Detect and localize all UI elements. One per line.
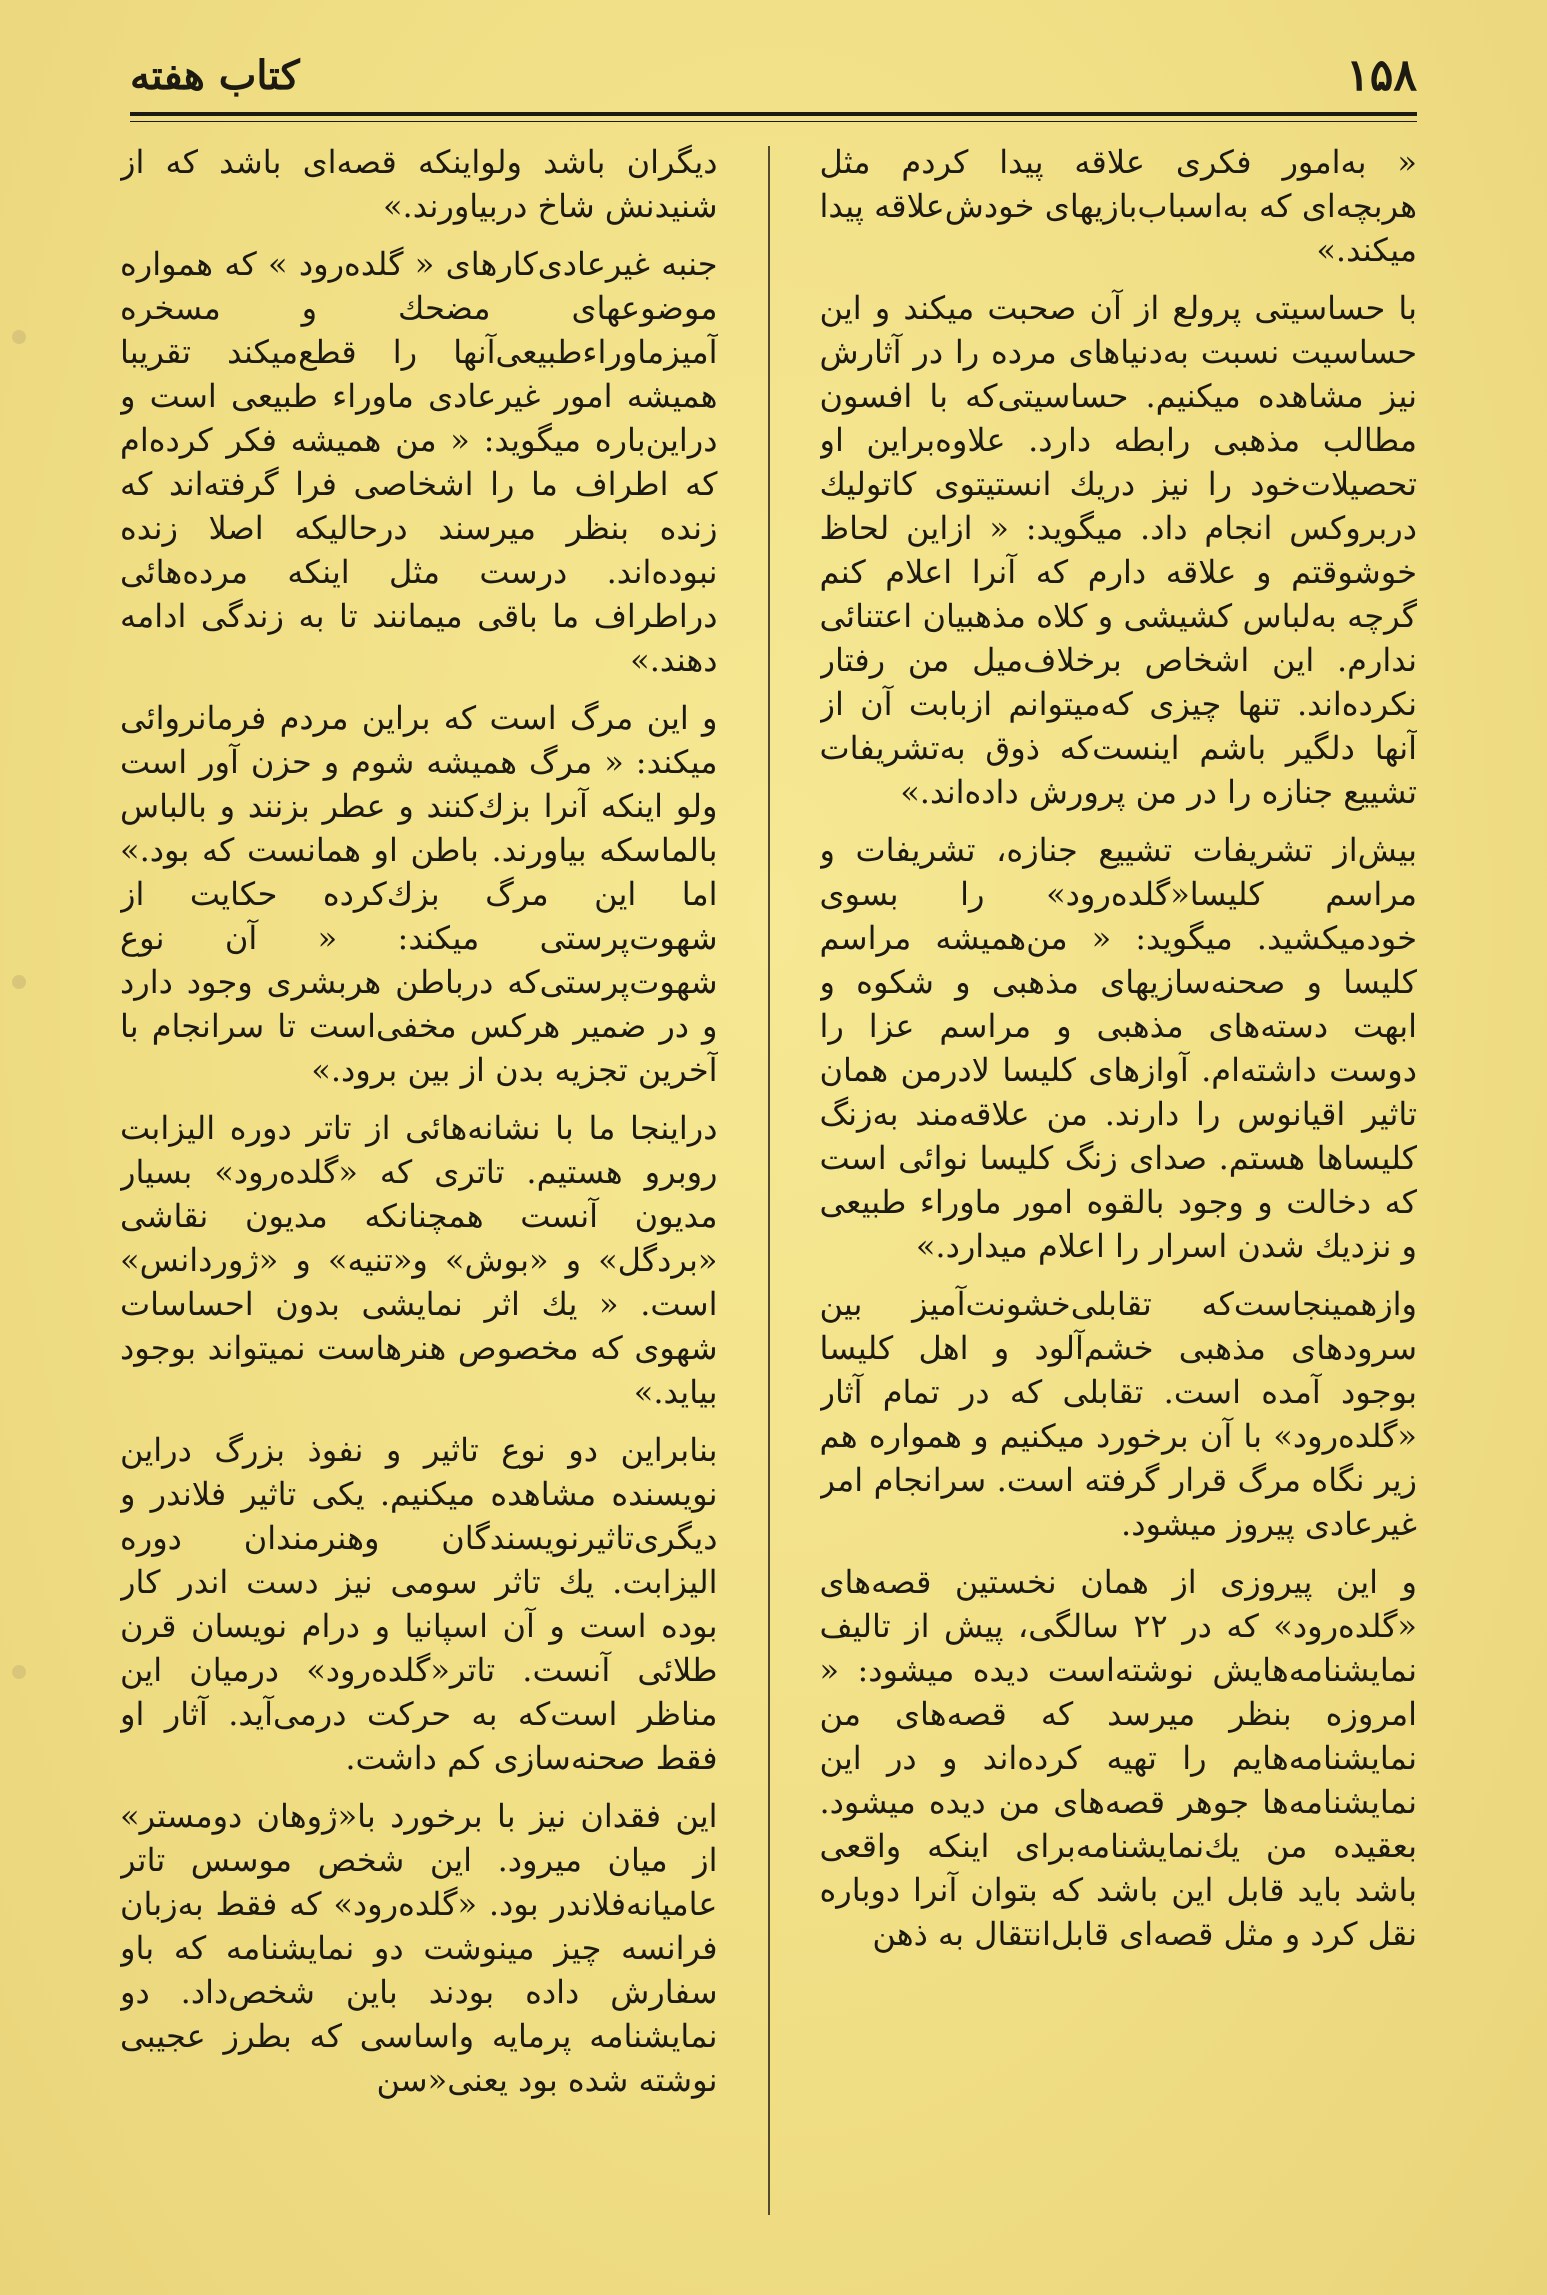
paragraph: بیش‌از تشریفات تشییع جنازه، تشریفات و مراسم کلیسا«گلده‌رود» را بسوی خودمیکشید. میگوید: « من‌همیشه مراسم کلیسا و صحنه‌سازیهای مذهبی و شکوه و ابهت دسته‌های مذهبی و مراسم عزا را دوست داشته‌ام. آوازهای کلیسا لادرمن همان تاثیر اقیانوس را دارند. من علاقه‌مند به‌زنگ کلیساها هستم. صدای زنگ کلیسا نوائی است که دخالت و وجود بالقوه امور ماوراء طبیعی و نزدیك شدن اسرار را اعلام میدارد.» [819,831,1417,1265]
paragraph: وازهمینجاست‌که تقابلی‌خشونت‌آمیز بین سرودهای مذهبی خشم‌آلود و اهل کلیسا بوجود آمده است. تقابلی که در تمام آثار «گلده‌رود» با آن برخورد میکنیم و همواره هم زیر نگاه مرگ قرار گرفته است. سرانجام امر غیرعادی پیروز میشود. [819,1285,1417,1543]
header-rule [130,112,1417,122]
paragraph: « به‌امور فکری علاقه پیدا کردم مثل هربچه‌ای که به‌اسباب‌بازیهای خودش‌علاقه پیدا میکند.» [819,143,1417,269]
column-divider [768,146,770,2215]
paragraph: دراینجا ما با نشانه‌هائی از تاتر دوره الیزابت روبرو هستیم. تاتری که «گلده‌رود» بسیار مدیون آنست همچنانکه مدیون نقاشی «بردگل» و «بوش» و«تنیه» و «ژوردانس» است. « یك اثر نمایشی بدون احساسات شهوی که مخصوص هنرهاست نمیتواند بوجود بیاید.» [120,1109,718,1411]
punch-hole [12,330,26,344]
punch-hole [12,975,26,989]
page-header [130,40,1417,110]
text-columns [120,140,1417,2235]
paragraph: و این پیروزی از همان نخستین قصه‌های «گلده‌رود» که در ۲۲ سالگی، پیش از تالیف نمایشنامه‌هایش نوشته‌است دیده میشود: « امروزه بنظر میرسد که قصه‌های من نمایشنامه‌هایم را تهیه کرده‌اند و در این نمایشنامه‌ها جوهر قصه‌های من دیده میشود. بعقیده من یك‌نمایشنامه‌برای اینکه واقعی باشد باید قابل این باشد که بتوان آنرا دوباره نقل کرد و مثل قصه‌ای قابل‌انتقال به ذهن [819,1563,1417,1953]
right-column [820,140,1418,2235]
paragraph: جنبه غیرعادی‌کارهای « گلده‌رود » که همواره موضوعهای مضحك و مسخره آمیزماوراءطبیعی‌آنها را قطع‌میکند تقریبا همیشه امور غیرعادی ماوراء طبیعی است و دراین‌باره میگوید: « من همیشه فکر کرده‌ام که اطراف ما را اشخاصی فرا گرفته‌اند که زنده بنظر میرسند درحالیکه اصلا زنده نبوده‌اند. درست مثل اینکه مرده‌هائی دراطراف ما باقی میمانند تا به زندگی ادامه دهند.» [120,245,718,679]
paragraph: دیگران باشد ولواینکه قصه‌ای باشد که از شنیدنش شاخ دربیاورند.» [120,143,718,225]
paragraph: و این مرگ است که براین مردم فرمانروائی میکند: « مرگ همیشه شوم و حزن آور است ولو اینکه آنرا بزك‌کنند و عطر بزنند و بالباس بالماسکه بیاورند. باطن او همانست که بود.» اما این مرگ بزك‌کرده حکایت از شهوت‌پرستی میکند: « آن نوع شهوت‌پرستی‌که درباطن هربشری وجود دارد و در ضمیر هرکس مخفی‌است تا سرانجام با آخرین تجزیه بدن از بین برود.» [120,699,718,1089]
punch-hole [12,1665,26,1679]
running-title: کتاب هفته [130,51,300,99]
page-number: ۱۵۸ [1346,49,1417,101]
left-column [120,140,718,2235]
paragraph: این فقدان نیز با برخورد با«ژوهان دومستر» از میان میرود. این شخص موسس تاتر عامیانه‌فلاندر بود. «گلده‌رود» که فقط به‌زبان فرانسه چیز مینوشت دو نمایشنامه که باو سفارش داده بودند باین شخص‌داد. دو نمایشنامه پرمایه واساسی که بطرز عجیبی نوشته شده بود یعنی«سن [120,1797,718,2099]
paragraph: بنابراین دو نوع تاثیر و نفوذ بزرگ دراین نویسنده مشاهده میکنیم. یکی تاثیر فلاندر و دیگری‌تاثیرنویسندگان وهنرمندان دوره الیزابت. یك تاثر سومی نیز دست اندر کار بوده است و آن اسپانیا و درام نویسان قرن طلائی آنست. تاتر«گلده‌رود» درمیان این مناظر است‌که به حرکت درمی‌آید. آثار او فقط صحنه‌سازی کم داشت. [120,1431,718,1777]
paragraph: با حساسیتی پرولع از آن صحبت میکند و این حساسیت نسبت به‌دنیاهای مرده را در آثارش نیز مشاهده میکنیم. حساسیتی‌که با افسون مطالب مذهبی رابطه دارد. علاوه‌براین او تحصیلات‌خود را نیز دریك انستیتوی کاتولیك دربروکس انجام داد. میگوید: « ازاین لحاظ خوشوقتم و علاقه دارم که آنرا اعلام کنم گرچه به‌لباس کشیشی و کلاه مذهبیان اعتنائی ندارم. این اشخاص برخلاف‌میل من رفتار نکرده‌اند. تنها چیزی که‌میتوانم ازبابت آن از آنها دلگیر باشم اینست‌که ذوق به‌تشریفات تشییع جنازه را در من پرورش داده‌اند.» [819,289,1417,811]
